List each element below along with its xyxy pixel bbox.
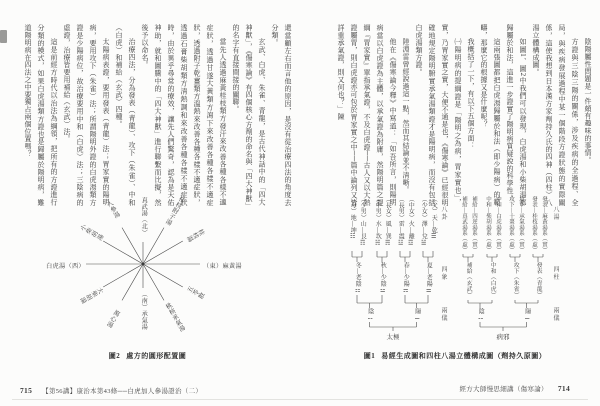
batang-leaf: 中和—柴胡湯系（虛） <box>484 196 491 253</box>
row-label-batang: 八湯 <box>552 206 558 221</box>
sixiang-node: 夏—老陽⚌ <box>425 262 432 294</box>
radial-center-dot <box>142 263 144 265</box>
radial-label-ene: 桂枝湯 <box>185 226 206 243</box>
bagua-leaf: （中男）水—坎☵ <box>374 196 381 247</box>
radial-label-north: 真武湯（北） <box>140 197 148 236</box>
sixiang-node: 冬—老陰⚏ <box>354 262 361 294</box>
left-footer-title: 【第56講】康治本第43條──白虎加人參湯證治（二） <box>42 388 203 395</box>
left-tree-root: 太極 <box>386 334 400 341</box>
row-label-sizhu: 四柱 <box>552 266 558 281</box>
figure-1-caption-text: 易經生成圖和四柱八湯立體構成圖（劑持久原圖） <box>381 352 547 360</box>
paragraph: 太陽病表證，要用發表（青龍）法；胃家實的陽明病，要用攻下（朱雀）法；所謂陽明外證的白虎湯類方證是少陽病位，故治療要用中和（白虎）法；三陰病的虛證，治療皆要用補給（玄武）法。 <box>63 24 110 206</box>
sizhu-node: 發表（青龍） <box>535 262 542 298</box>
sixiang-node: 春—少陽⚎ <box>402 262 409 294</box>
figure-2-caption-text: 處方的圓形配置圖 <box>126 352 187 360</box>
radial-label-west: 白虎湯（西） <box>46 262 85 270</box>
paragraph: 這兩張圖都把白虎湯歸屬於和法（即少陽病）的範疇，那麼它的根據又是什麼呢？ <box>480 24 501 206</box>
paragraph: 我概括了一下，有以下五個方面： <box>467 38 475 149</box>
figure-2-caption-tag: 圖2 <box>108 352 121 360</box>
right-page-footer <box>420 384 570 393</box>
bagua-leaf: （父）天—乾☰ <box>430 196 437 241</box>
batang-leaf: 攻下—十棗湯系（虛） <box>507 196 514 253</box>
liangyi-node-yang: 陽⚊ <box>523 308 530 322</box>
paragraph: 如圖1、圖2中我們可以發現，白虎湯和小柴胡湯都歸屬於和法，這進一步證實了陽明病質疑說的科學性。 <box>506 24 527 206</box>
paragraph: 治療四法，分為發表（青龍）、攻下（朱雀）、中和（白虎）和補給（玄武）四種。 <box>115 24 136 206</box>
paragraph: 陰陽屬性問題是一件頗有趣味的事情。 <box>584 38 592 164</box>
radial-label-sse: 桃核承氣湯 <box>163 301 186 334</box>
radial-label-nnw: 人參湯 <box>104 199 121 220</box>
batang-leaf: 發表—麻黃湯系（實） <box>540 196 547 253</box>
liangyi-node-yin: 陰⚋ <box>366 308 373 322</box>
radial-label-wsw: 大柴胡湯 <box>78 285 105 305</box>
figure-2-radial-diagram <box>40 196 255 348</box>
bagua-leaf: （少男）山—艮☶ <box>359 196 366 247</box>
row-label-liangyi-left: 兩儀 <box>440 307 446 322</box>
sixiang-node: 秋—少陰⚍ <box>379 262 386 294</box>
sizhu-node: 攻下（朱雀） <box>512 262 519 298</box>
paragraph: 玄武、白虎、朱雀、青龍，是古代神話中的「四大神獸」，《傷寒論》有四個核心方劑的命名與「四大神獸」的名字有直接間接的關聯。 <box>232 24 266 206</box>
batang-leaf: 攻下—承氣湯系（實） <box>517 196 524 253</box>
liangyi-node-yin: 陰⚋ <box>477 308 484 322</box>
bagua-leaf: （長男）雷—震☳ <box>397 196 404 247</box>
liangyi-node-yang: 陽⚊ <box>413 308 420 322</box>
bagua-leaf: （少女）澤—兌☱ <box>420 196 427 247</box>
right-footer-title: 經方大師慢思細講（傷寒論） <box>459 386 548 393</box>
paragraph: 他在《傷寒論今釋》中寫道：「如吾所言，則陽明病當以白虎證為主體，以承氣證為附庸，然陽明篇之提綱『胃家實』單指承氣證，不及白虎證──古人又以大熱證屬胃，則白虎證亦可包於胃家實之中──篇中論列又皆詳重承氣證，則又何也？」陳 <box>337 24 397 206</box>
left-page-text-block <box>18 24 294 206</box>
right-page <box>300 0 600 406</box>
row-label-sixiang: 四象 <box>440 266 446 281</box>
bagua-leaf: （母）地—坤☷ <box>349 196 356 241</box>
radial-label-ssw: 瀉心湯 <box>104 308 121 329</box>
radial-label-nne: 桂枝附子湯 <box>163 194 186 227</box>
paragraph: 當先人透過麻黃桂枝類方發汗來改善各種各樣不適症狀，透過甘遂大黃類方瀉下來改善各種各樣不適症狀，透過附子乾薑類方溫熱來改善各種各樣不適症狀，透過石膏柴胡類方清熱調和來改善各種各樣不適症狀時，由於異乎尋常的療效，讓先人們驚奇，認為是天佑神助，就和圖騰中的「四大神獸」進行聯繫而比擬，然後予以命名。 <box>141 24 227 206</box>
right-page-number: 714 <box>557 384 570 393</box>
figure-1-tree-diagram <box>330 196 580 348</box>
batang-leaf: 補給—真武湯系（虛） <box>460 196 467 253</box>
bagua-leaf: （中女）火—離☲ <box>407 196 414 247</box>
batang-leaf: 發表—桂枝湯系（虛） <box>530 196 537 253</box>
figure-2-caption <box>40 351 255 361</box>
row-label-bagua: 八卦 <box>440 206 446 221</box>
radial-label-wnw: 小柴胡湯 <box>78 223 105 243</box>
radial-label-ese: 五苓散 <box>185 285 206 302</box>
right-tree-root: 病邪 <box>496 334 510 341</box>
paragraph: ㈠陽明病的提綱證是「陽明之為病，胃家實也」，實，乃胃家實之實，大便不通是也，《傷寒論》已經很明確地規定陽明腑實承氣湯類證才是陽明病，而沒有包括白虎湯類方證。 <box>415 24 462 206</box>
paragraph: 陸淵雷曾經說過這一點，然而其結論並不清晰。 <box>402 38 410 194</box>
paragraph: 方證與三陰三陽的關係，涉及疾病的全過程、全局，與疾病發展過程中某一個階段方證狀態的實際關係，這使我想到日本漢方家劑持久氏的四神（四柱）八湯立體構成圖。 <box>532 24 579 206</box>
sizhu-node: 補給（玄武） <box>465 262 472 298</box>
sizhu-node: 中和（白虎） <box>489 262 496 298</box>
right-page-text-block <box>320 24 594 206</box>
batang-leaf: 補給—四逆湯系（實） <box>470 196 477 253</box>
batang-leaf: 中和—白虎湯系（實） <box>494 196 501 253</box>
paragraph: 還當顧左右而言他的原因，是沒有從治療四法的角度去分類。 <box>271 24 292 206</box>
left-page-footer <box>20 386 202 395</box>
figure-1-caption-tag: 圖1 <box>363 352 376 360</box>
radial-label-east: （東）麻黃湯 <box>203 262 242 270</box>
paragraph: 這是前經方時代以治法為綱領，把所有的方證進行分類的模式，如果白虎湯類方證也是歸屬於陽明病，難道陽明病在四法之中要獨占兩個位置嗎？ <box>24 24 58 206</box>
left-page-number: 715 <box>20 386 33 395</box>
bagua-leaf: （長女）風—巽☴ <box>384 196 391 247</box>
radial-label-south: （南）承氣湯 <box>140 291 148 330</box>
row-label-liangyi-right: 兩儀 <box>552 307 558 322</box>
figure-1-caption <box>315 351 595 361</box>
